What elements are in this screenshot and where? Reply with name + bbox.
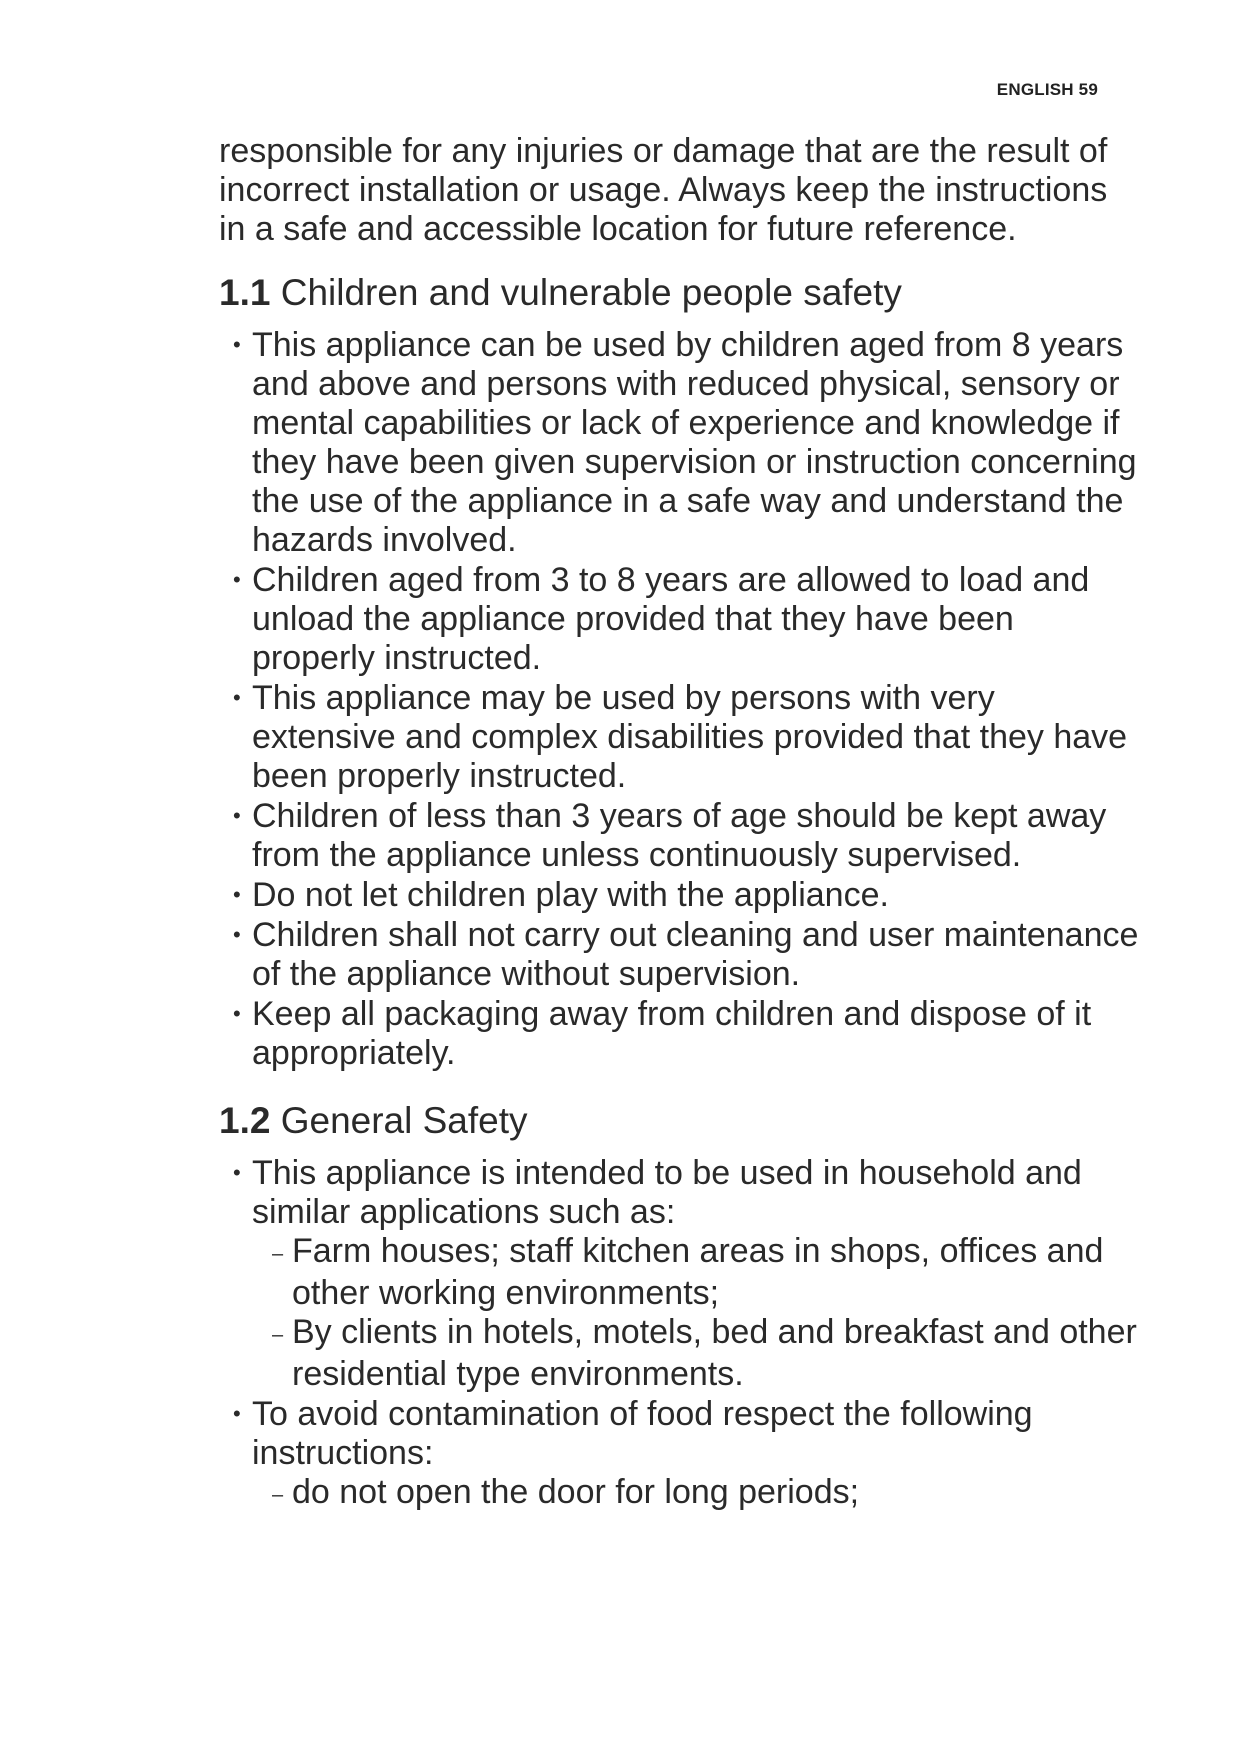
list-item: [219, 1153, 1139, 1394]
list-item-text: Do not let children play with the appliance.: [252, 876, 889, 914]
general-safety-section: [219, 1099, 1139, 1515]
document-body: [219, 132, 1139, 1515]
section-heading-1-1: [219, 271, 1139, 315]
intro-paragraph: responsible for any injuries or damage that are the result of incorrect installation or usage. Always keep the instructions in a safe and accessible location for future reference.: [219, 132, 1108, 248]
sub-list-item-text: do not open the door for long periods;: [292, 1473, 860, 1511]
list-item: [219, 325, 1139, 560]
list-item: [219, 1394, 1139, 1515]
section-heading-1-2: [219, 1099, 1139, 1143]
sub-list-item: [252, 1232, 1139, 1313]
sub-list: [252, 1232, 1139, 1394]
dash-icon: –: [272, 1243, 284, 1265]
list-item: [219, 915, 1139, 994]
section-title: General Safety: [280, 1100, 528, 1141]
list-item-text: This appliance can be used by children aged from 8 years and above and persons with reduced physical, sensory or mental capabilities or lack of experience and knowledge if they have been given supervision or instruction concerning the use of the appliance in a safe way and understand the hazards involved.: [252, 326, 1137, 559]
list-item: [219, 678, 1139, 796]
section-title: Children and vulnerable people safety: [280, 272, 902, 313]
dash-icon: –: [272, 1324, 284, 1346]
sub-list-item: [252, 1473, 1139, 1515]
children-safety-list: [219, 325, 1139, 1073]
bullet-icon: •: [233, 685, 241, 710]
bullet-icon: •: [233, 567, 241, 592]
section-number: 1.2: [219, 1100, 271, 1141]
bullet-icon: •: [233, 1001, 241, 1026]
bullet-icon: •: [233, 1160, 241, 1185]
sub-list-item-text: Farm houses; staff kitchen areas in shops, offices and other working environments;: [292, 1232, 1104, 1312]
general-safety-list: [219, 1153, 1139, 1515]
list-item-text: To avoid contamination of food respect the following instructions:: [252, 1395, 1033, 1472]
section-number: 1.1: [219, 272, 271, 313]
bullet-icon: •: [233, 332, 241, 357]
bullet-icon: •: [233, 1401, 241, 1426]
list-item-text: This appliance is intended to be used in household and similar applications such as:: [252, 1154, 1082, 1231]
list-item: [219, 796, 1139, 875]
list-item: [219, 875, 1139, 915]
sub-list-item: [252, 1313, 1139, 1394]
page-number-header: ENGLISH 59: [996, 80, 1098, 99]
list-item-text: Children aged from 3 to 8 years are allowed to load and unload the appliance provided that they have been properly instructed.: [252, 561, 1090, 677]
list-item-text: Children of less than 3 years of age should be kept away from the appliance unless continuously supervised.: [252, 797, 1107, 874]
dash-icon: –: [272, 1484, 284, 1506]
list-item-text: Keep all packaging away from children and dispose of it appropriately.: [252, 995, 1092, 1072]
list-item: [219, 994, 1139, 1073]
sub-list: [252, 1473, 1139, 1515]
bullet-icon: •: [233, 803, 241, 828]
bullet-icon: •: [233, 882, 241, 907]
list-item-text: Children shall not carry out cleaning and user maintenance of the appliance without supervision.: [252, 916, 1139, 993]
bullet-icon: •: [233, 922, 241, 947]
list-item: [219, 560, 1139, 678]
sub-list-item-text: By clients in hotels, motels, bed and breakfast and other residential type environments.: [292, 1313, 1137, 1393]
list-item-text: This appliance may be used by persons with very extensive and complex disabilities provided that they have been properly instructed.: [252, 679, 1128, 795]
